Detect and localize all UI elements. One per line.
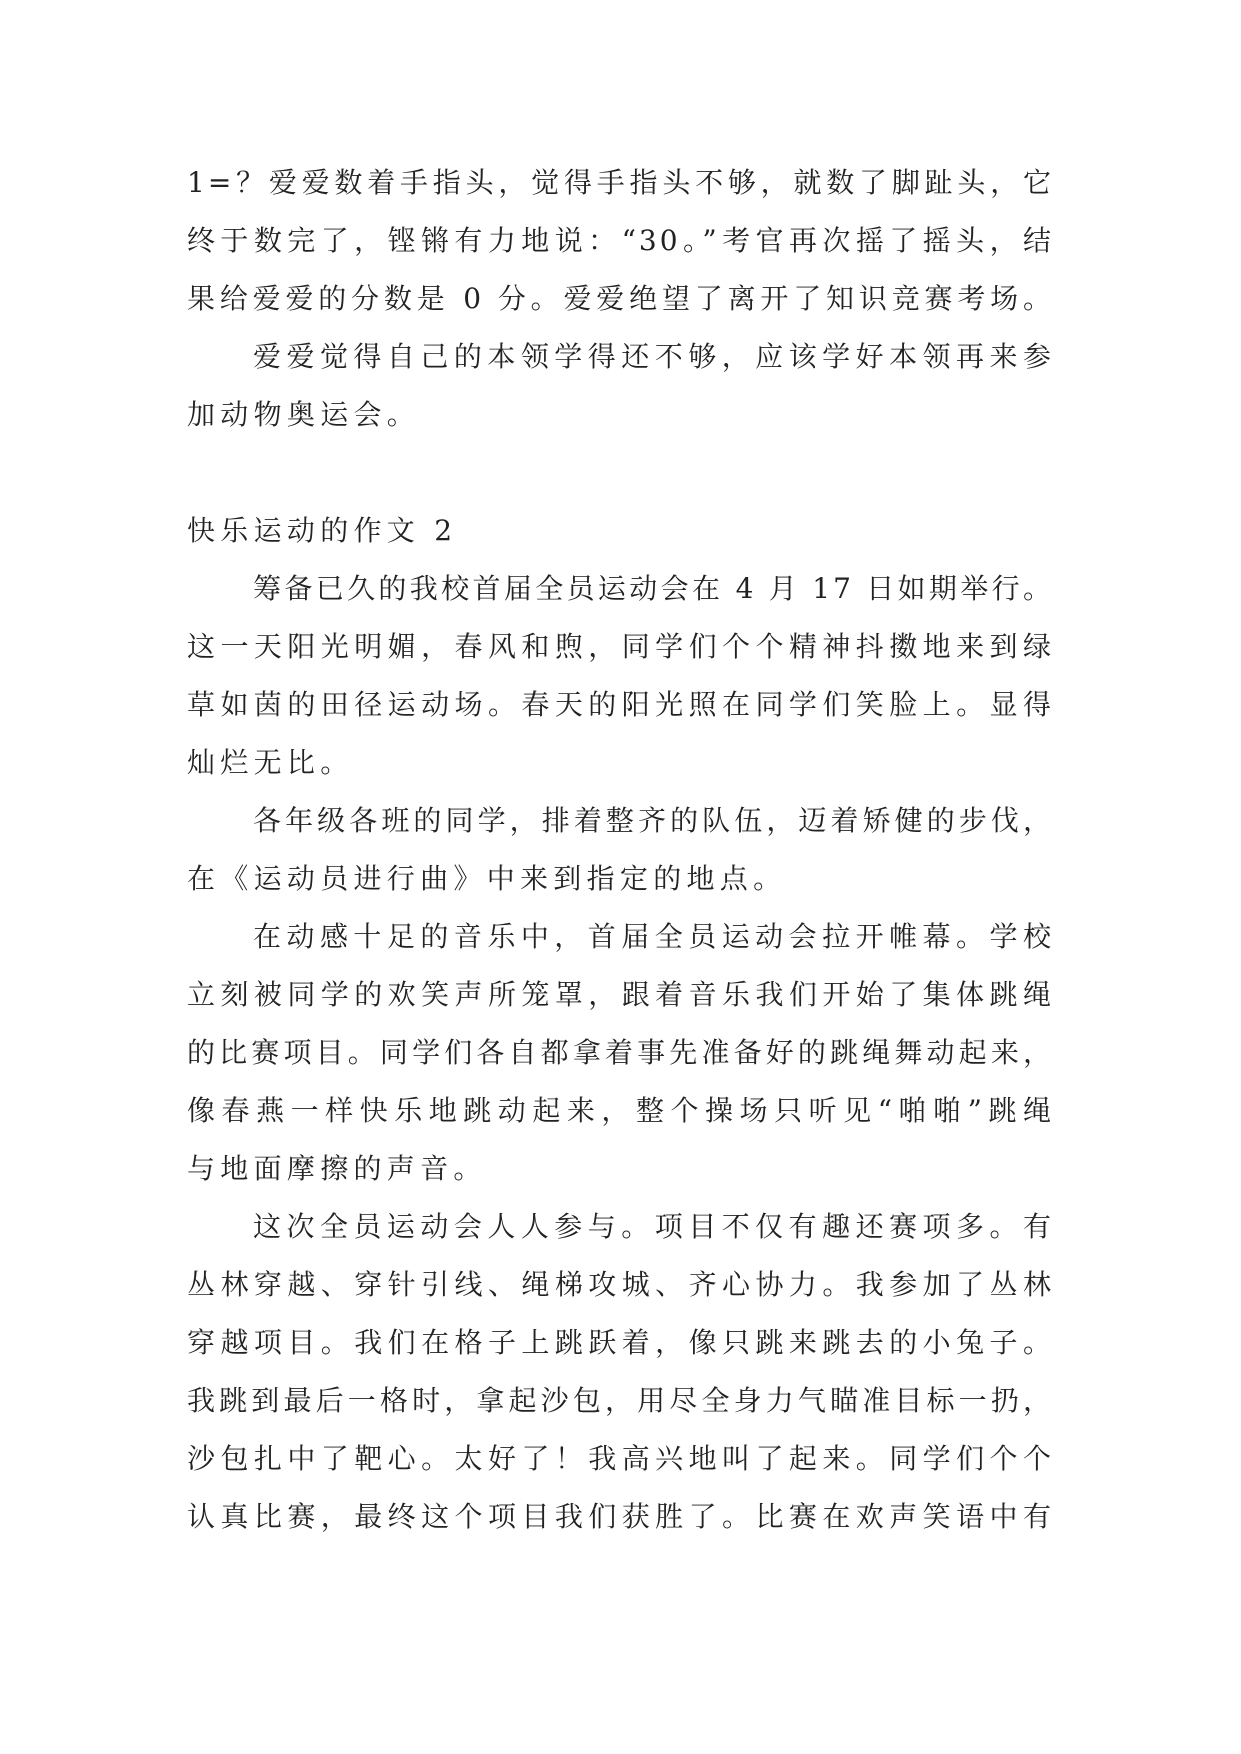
paragraph — [187, 908, 1054, 1198]
text-line: 爱爱觉得自己的本领学得还不够，应该学好本领再来参 — [253, 340, 1054, 373]
paragraph — [187, 560, 1054, 792]
text-line: 认真比赛，最终这个项目我们获胜了。比赛在欢声笑语中有 — [187, 1500, 1054, 1533]
essay-section — [187, 502, 1054, 1546]
blank-line — [187, 444, 1054, 502]
section-title: 快乐运动的作文 2 — [187, 514, 458, 547]
text-line: 像春燕一样快乐地跳动起来，整个操场只听见“啪啪”跳绳 — [187, 1094, 1054, 1127]
paragraph — [187, 1198, 1054, 1546]
text-line: 1=？爱爱数着手指头，觉得手指头不够，就数了脚趾头，它 — [187, 166, 1054, 199]
text-line: 沙包扎中了靶心。太好了！我高兴地叫了起来。同学们个个 — [187, 1442, 1054, 1475]
text-line: 各年级各班的同学，排着整齐的队伍，迈着矫健的步伐， — [253, 804, 1054, 837]
text-line: 筹备已久的我校首届全员运动会在 4 月 17 日如期举行。 — [253, 572, 1054, 605]
document-body — [187, 154, 1054, 1546]
paragraph — [187, 328, 1054, 444]
text-line: 果给爱爱的分数是 0 分。爱爱绝望了离开了知识竞赛考场。 — [187, 282, 1054, 315]
text-line: 我跳到最后一格时，拿起沙包，用尽全身力气瞄准目标一扔， — [187, 1384, 1054, 1417]
text-line: 立刻被同学的欢笑声所笼罩，跟着音乐我们开始了集体跳绳 — [187, 978, 1054, 1011]
text-line: 草如茵的田径运动场。春天的阳光照在同学们笑脸上。显得 — [187, 688, 1054, 721]
text-line: 终于数完了，铿锵有力地说：“30。”考官再次摇了摇头，结 — [187, 224, 1054, 257]
text-line: 穿越项目。我们在格子上跳跃着，像只跳来跳去的小兔子。 — [187, 1326, 1054, 1359]
text-line: 的比赛项目。同学们各自都拿着事先准备好的跳绳舞动起来， — [187, 1036, 1054, 1069]
text-line: 这一天阳光明媚，春风和煦，同学们个个精神抖擞地来到绿 — [187, 630, 1054, 663]
text-line: 在《运动员进行曲》中来到指定的地点。 — [187, 862, 787, 895]
text-line: 丛林穿越、穿针引线、绳梯攻城、齐心协力。我参加了丛林 — [187, 1268, 1054, 1301]
text-line: 加动物奥运会。 — [187, 398, 421, 431]
text-line: 灿烂无比。 — [187, 746, 354, 779]
text-line: 这次全员运动会人人参与。项目不仅有趣还赛项多。有 — [253, 1210, 1054, 1243]
paragraph — [187, 154, 1054, 328]
text-line: 与地面摩擦的声音。 — [187, 1152, 487, 1185]
story-section — [187, 154, 1054, 444]
text-line: 在动感十足的音乐中，首届全员运动会拉开帷幕。学校 — [253, 920, 1054, 953]
paragraph — [187, 792, 1054, 908]
